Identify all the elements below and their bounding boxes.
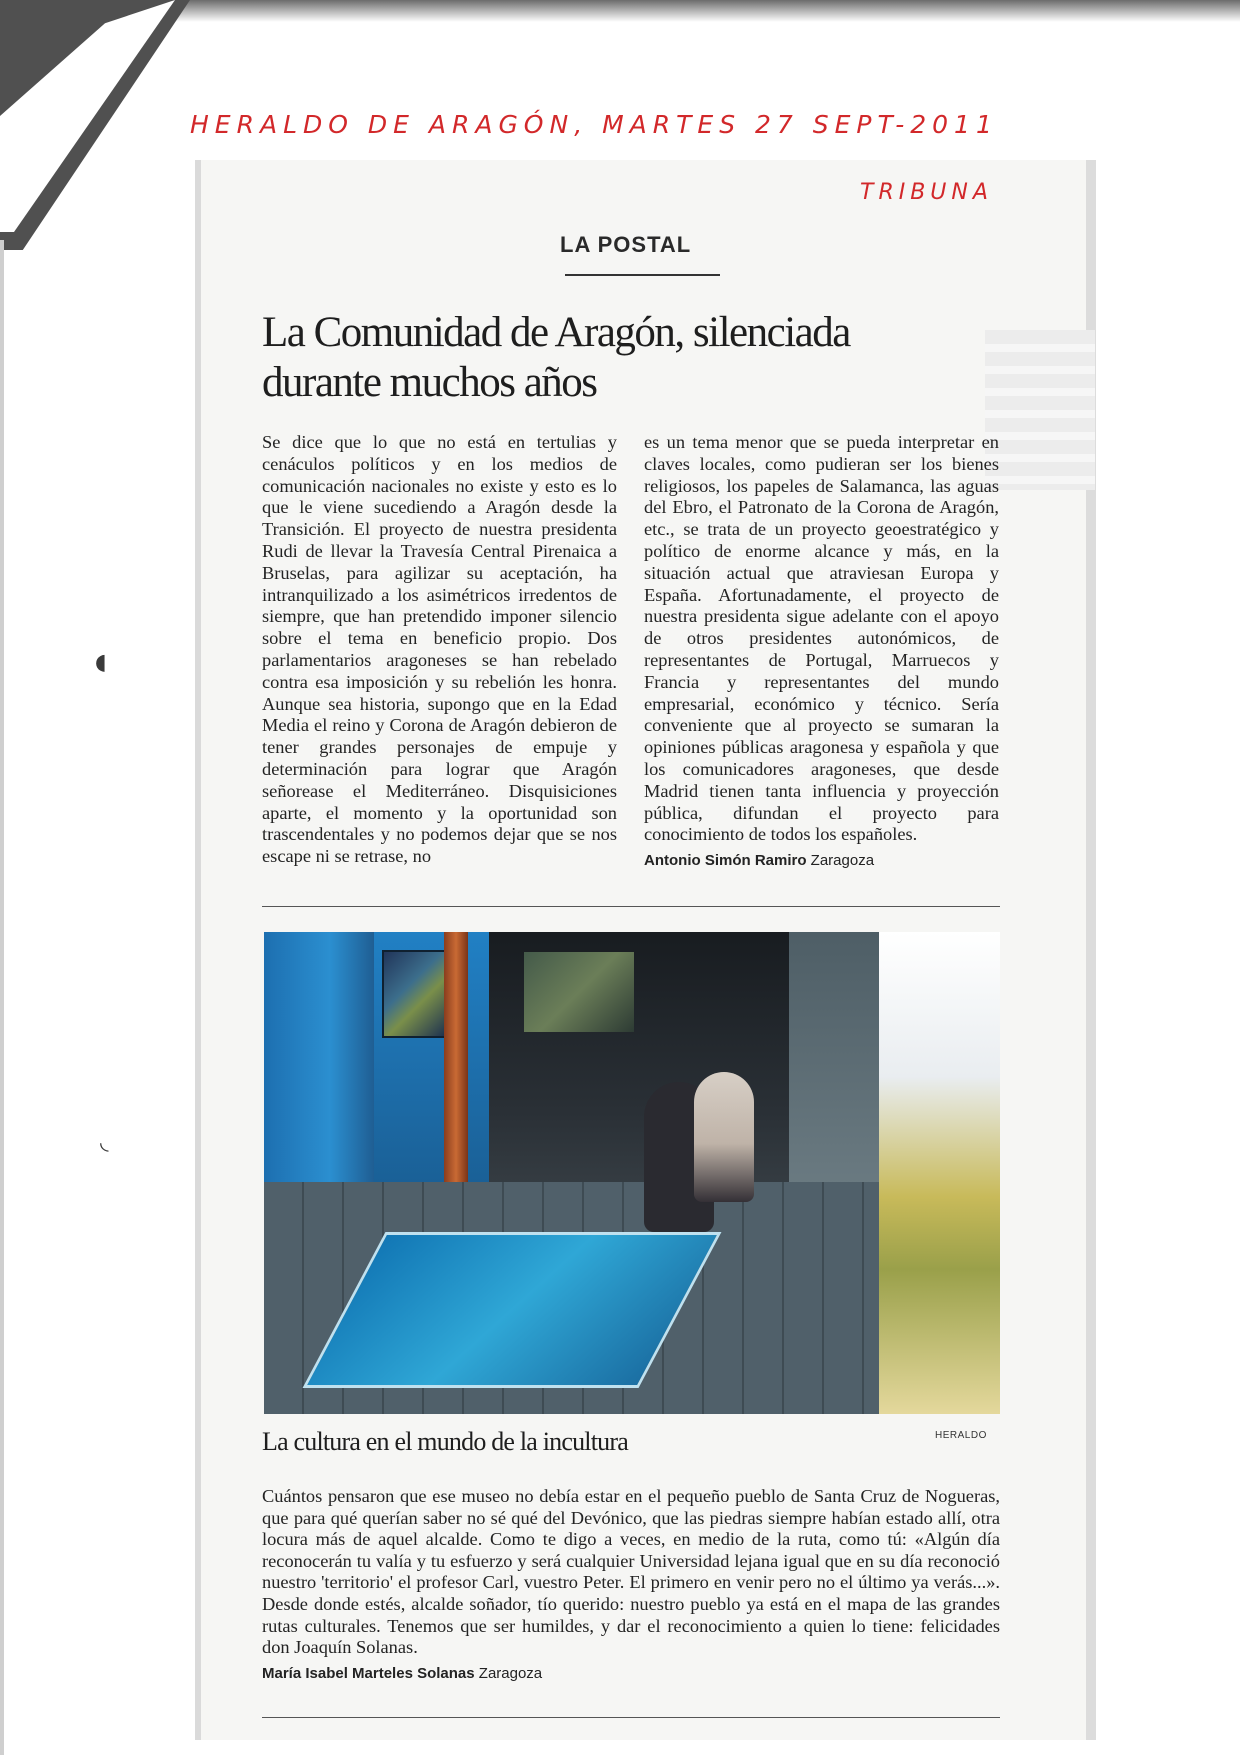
author-name: Antonio Simón Ramiro bbox=[644, 852, 807, 870]
letter-signature bbox=[644, 850, 999, 872]
section-divider bbox=[262, 906, 1000, 907]
author-city: Zaragoza bbox=[478, 1664, 543, 1682]
letter-body-column-left: Se dice que lo que no está en tertulias y cenáculos políticos y en los medios de comunicación nacionales no existe y esto es lo que le viene sucediendo a Aragón desde la Transición. El proyecto de nuestra presidenta Rudi de llevar la Travesía Central Pirenaica a Bruselas, para agilizar su aceptación, ha intranquilizado a los asimétricos irredentos de siempre, que han pretendido imponer silencio sobre el tema en beneficio propio. Dos parlamentarios aragoneses se han rebelado contra esa imposición y su rebelión les honra. Aunque sea historia, supongo que en la Edad Media el reino y Corona de Aragón debieron de tener grandes personajes de empuje y determinación para lograr que Aragón señorease el Mediterráneo. Disquisiciones aparte, el momento y la oportunidad son trascendentales y no podemos dejar que se nos escape ni se retrase, no bbox=[262, 432, 617, 867]
scan-top-edge bbox=[160, 0, 1240, 22]
photo-display-panel bbox=[524, 952, 634, 1032]
handwritten-section-tag: TRIBUNA bbox=[860, 180, 993, 205]
handwritten-source-note: HERALDO DE ARAGÓN, MARTES 27 SEPT-2011 bbox=[190, 110, 998, 139]
letter-headline: La Comunidad de Aragón, silenciada durante muchos años bbox=[262, 309, 850, 406]
scan-left-edge bbox=[0, 240, 4, 1755]
author-name: María Isabel Marteles Solanas bbox=[262, 1664, 475, 1682]
author-city: Zaragoza bbox=[810, 852, 875, 870]
letter-body-block bbox=[262, 1486, 1000, 1684]
bleed-through-text bbox=[985, 330, 1095, 490]
punch-hole-mark: ◟ bbox=[100, 1130, 109, 1155]
section-divider bbox=[262, 1717, 1000, 1718]
section-label: LA POSTAL bbox=[560, 232, 692, 257]
photo-window-plants bbox=[879, 932, 1000, 1414]
letter-signature bbox=[262, 1663, 1000, 1685]
section-underline bbox=[565, 274, 720, 276]
letter-headline: La cultura en el mundo de la incultura bbox=[262, 1427, 628, 1456]
letter-body-column-right: es un tema menor que se pueda interpretar en claves locales, como pudieran ser los bienes religiosos, los papeles de Salamanca, las aguas del Ebro, el Patronato de la Corona de Aragón, etc., se trata de un proyecto geoestratégico y político de enorme alcance y más, en la situación actual que atraviesan Europa y España. Afortunadamente, el proyecto de nuestra presidenta sigue adelante con el apoyo de otros presidentes autonómicos, de representantes de Portugal, Marruecos y Francia y representantes del mundo empresarial, económico y técnico. Sería conveniente que al proyecto se sumaran la opiniones públicas aragonesa y española y que los comunicadores aragoneses, que desde Madrid tienen tanta influencia y proyección pública, difundan el proyecto para conocimiento de todos los españoles. bbox=[644, 432, 999, 845]
letter-body-column-right-block bbox=[644, 432, 999, 872]
photo-painting bbox=[382, 950, 448, 1038]
punch-hole-mark: ◖ bbox=[95, 650, 107, 675]
photo-credit: HERALDO bbox=[935, 1430, 987, 1441]
photo-child bbox=[694, 1072, 754, 1202]
letter-body: Cuántos pensaron que ese museo no debía estar en el pequeño pueblo de Santa Cruz de Nogueras, que para qué querían saber no sé qué del Devónico, que las piedras siempre habían estado allí, otra locura más de aquel alcalde. Como te digo a veces, en medio de la ruta, como tú: «Algún día reconocerán tu valía y tu esfuerzo y será cualquier Universidad lejana igual que en su día reconoció nuestro 'territorio' el profesor Carl, vuestro Peter. El primero en venir pero no el último ya verás...». Desde donde estés, alcalde soñador, tío querido: nuestro pueblo ya está en el mapa de las grandes rutas culturales. Tenemos que ser humildes, y dar el reconocimiento a quien lo tiene: felicidades don Joaquín Solanas. bbox=[262, 1486, 1000, 1658]
museum-photo bbox=[264, 932, 1000, 1414]
